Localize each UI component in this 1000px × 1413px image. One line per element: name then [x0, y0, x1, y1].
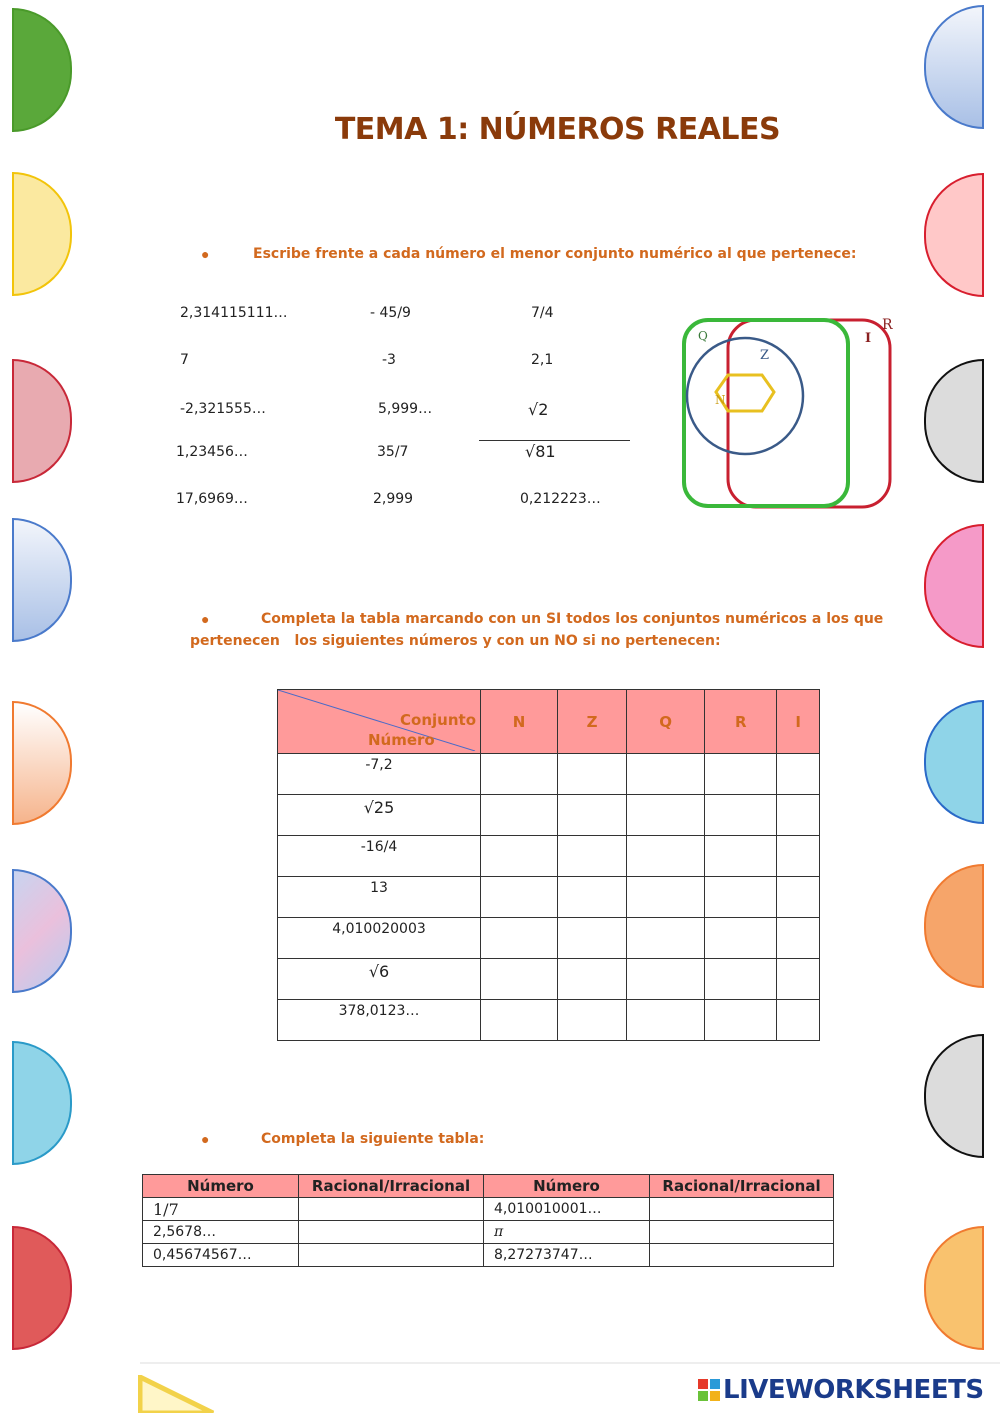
answer-cell[interactable]	[777, 836, 820, 877]
corner-header	[278, 690, 481, 754]
answer-cell[interactable]	[299, 1244, 484, 1267]
column-header-n: N	[481, 690, 558, 754]
divider	[479, 440, 630, 441]
decor-tab-water	[924, 700, 984, 824]
number-item: 2,314115111…	[180, 305, 288, 321]
set-label-i: I	[865, 331, 872, 346]
number-cell: 2,5678…	[143, 1221, 299, 1244]
answer-cell[interactable]	[558, 836, 627, 877]
answer-cell[interactable]	[705, 754, 777, 795]
table-row	[143, 1244, 834, 1267]
answer-cell[interactable]	[777, 877, 820, 918]
answer-cell[interactable]	[481, 918, 558, 959]
decor-tab-yellow	[12, 172, 72, 296]
number-item: 35/7	[377, 444, 409, 460]
table-row	[278, 836, 820, 877]
column-header-z: Z	[558, 690, 627, 754]
answer-cell[interactable]	[558, 1000, 627, 1041]
exercise1-instruction: Escribe frente a cada número el menor conjunto numérico al que pertenece:	[253, 246, 857, 262]
sets-table	[277, 689, 820, 1041]
set-label-r: R	[882, 317, 893, 333]
answer-cell[interactable]	[558, 754, 627, 795]
answer-cell[interactable]	[705, 836, 777, 877]
number-item: 7/4	[531, 305, 554, 321]
column-header-i: I	[777, 690, 820, 754]
answer-cell[interactable]	[627, 918, 705, 959]
table-row	[278, 959, 820, 1000]
column-header: Racional/Irracional	[299, 1175, 484, 1198]
number-sets-diagram	[678, 312, 898, 514]
number-cell: 0,45674567…	[143, 1244, 299, 1267]
decor-tab-orange	[924, 864, 984, 988]
row-number: -16/4	[278, 836, 481, 877]
exercise3-instruction: Completa la siguiente tabla:	[261, 1131, 485, 1147]
corner-header-bottom: Número	[368, 731, 435, 749]
table-row	[278, 877, 820, 918]
set-label-z: Z	[760, 348, 770, 363]
corner-header-top: Conjunto	[400, 711, 476, 729]
answer-cell[interactable]	[705, 918, 777, 959]
answer-cell[interactable]	[299, 1221, 484, 1244]
decor-tab-water	[12, 1041, 72, 1165]
column-header: Racional/Irracional	[650, 1175, 834, 1198]
logo-icon	[698, 1379, 720, 1401]
answer-cell[interactable]	[777, 1000, 820, 1041]
answer-cell[interactable]	[627, 795, 705, 836]
answer-cell[interactable]	[650, 1221, 834, 1244]
table-row	[278, 795, 820, 836]
answer-cell[interactable]	[481, 1000, 558, 1041]
answer-cell[interactable]	[481, 877, 558, 918]
number-item: √81	[525, 442, 556, 461]
decor-tab-blue-gradient	[12, 518, 72, 642]
number-cell: 1/7	[143, 1198, 299, 1221]
answer-cell[interactable]	[650, 1198, 834, 1221]
answer-cell[interactable]	[777, 959, 820, 1000]
decor-tab-grey-stone	[924, 359, 984, 483]
row-number: 13	[278, 877, 481, 918]
number-item: 17,6969…	[176, 491, 248, 507]
exercise2-instruction-line1: Completa la tabla marcando con un SI todos los conjuntos numéricos a los que	[261, 611, 884, 627]
number-item: 0,212223…	[520, 491, 601, 507]
row-number: √6	[278, 959, 481, 1000]
row-number: 378,0123…	[278, 1000, 481, 1041]
answer-cell[interactable]	[481, 795, 558, 836]
bullet-icon: ●	[201, 246, 210, 262]
row-number: √25	[278, 795, 481, 836]
table-row	[278, 754, 820, 795]
number-cell: 4,010010001…	[484, 1198, 650, 1221]
set-label-q: Q	[698, 329, 708, 343]
decor-triangle-icon	[138, 1375, 218, 1413]
answer-cell[interactable]	[777, 918, 820, 959]
decor-tab-lilac	[12, 869, 72, 993]
number-item: 1,23456…	[176, 444, 248, 460]
number-item: 2,1	[531, 352, 554, 368]
decor-tab-red-grid	[12, 1226, 72, 1350]
number-item: 5,999…	[378, 401, 433, 417]
logo-text: LIVEWORKSHEETS	[723, 1375, 984, 1405]
table-row	[278, 1000, 820, 1041]
answer-cell[interactable]	[627, 1000, 705, 1041]
rational-irrational-table	[142, 1174, 834, 1267]
answer-cell[interactable]	[558, 877, 627, 918]
table-row	[143, 1198, 834, 1221]
decor-tab-orange-light	[924, 1226, 984, 1350]
answer-cell[interactable]	[705, 959, 777, 1000]
number-item: 7	[180, 352, 189, 368]
answer-cell[interactable]	[558, 918, 627, 959]
number-item: √2	[528, 400, 549, 419]
answer-cell[interactable]	[627, 959, 705, 1000]
answer-cell[interactable]	[558, 795, 627, 836]
decor-tab-pink-stone	[12, 359, 72, 483]
column-header: Número	[484, 1175, 650, 1198]
set-z-outline	[687, 338, 803, 454]
number-item: 2,999	[373, 491, 414, 507]
table-row	[143, 1221, 834, 1244]
page-title: TEMA 1: NÚMEROS REALES	[334, 112, 781, 147]
decor-tab-grey-stone	[924, 1034, 984, 1158]
exercise2-instruction-line2: pertenecen los siguientes números y con un NO si no pertenecen:	[190, 633, 721, 649]
answer-cell[interactable]	[705, 877, 777, 918]
answer-cell[interactable]	[558, 959, 627, 1000]
bullet-icon: ●	[201, 1131, 210, 1147]
answer-cell[interactable]	[481, 959, 558, 1000]
set-label-n: N	[715, 393, 726, 407]
decor-tab-pink	[924, 173, 984, 297]
answer-cell[interactable]	[627, 836, 705, 877]
answer-cell[interactable]	[777, 754, 820, 795]
column-header-r: R	[705, 690, 777, 754]
set-r-outline	[728, 320, 890, 507]
answer-cell[interactable]	[481, 754, 558, 795]
decor-tab-orange-gradient	[12, 701, 72, 825]
bullet-icon: ●	[201, 611, 210, 627]
answer-cell[interactable]	[777, 795, 820, 836]
answer-cell[interactable]	[650, 1244, 834, 1267]
table-row	[278, 918, 820, 959]
row-number: 4,010020003	[278, 918, 481, 959]
number-item: - 45/9	[370, 305, 411, 321]
number-item: -3	[382, 352, 396, 368]
decor-tab-blue-gradient	[924, 5, 984, 129]
number-cell: π	[484, 1221, 650, 1244]
column-header-q: Q	[627, 690, 705, 754]
decor-tab-magenta	[924, 524, 984, 648]
answer-cell[interactable]	[299, 1198, 484, 1221]
column-header: Número	[143, 1175, 299, 1198]
answer-cell[interactable]	[627, 754, 705, 795]
answer-cell[interactable]	[705, 795, 777, 836]
number-cell: 8,27273747…	[484, 1244, 650, 1267]
answer-cell[interactable]	[481, 836, 558, 877]
footer-divider	[140, 1362, 1000, 1364]
answer-cell[interactable]	[705, 1000, 777, 1041]
number-item: -2,321555…	[180, 401, 266, 417]
answer-cell[interactable]	[627, 877, 705, 918]
row-number: -7,2	[278, 754, 481, 795]
liveworksheets-logo[interactable]	[698, 1375, 984, 1405]
